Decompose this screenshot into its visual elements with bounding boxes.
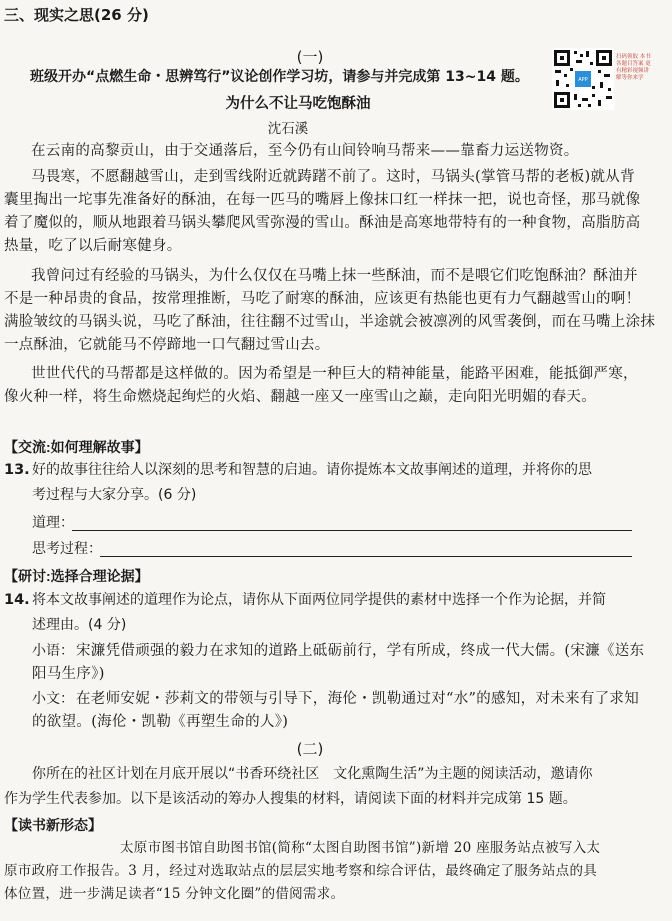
qr-code-icon	[552, 48, 614, 110]
q14-text-line-2: 述理由。(4 分)	[32, 617, 127, 633]
xiaowen-label: 小文：	[32, 691, 74, 707]
xiaoyu-label: 小语：	[32, 643, 74, 659]
part1-intro: 班级开办“点燃生命・思辨笃行”议论创作学习坊，请参与并完成第 13~14 题。	[30, 69, 529, 85]
part1-heading: (一)	[296, 48, 324, 66]
news-line-2: 原市政府工作报告。3 月，经过对选取站点的层层实地考察和综合评估，最终确定了服务站点的具	[4, 863, 598, 879]
article-paragraph-2-line-1: 马畏寒，不愿翻越雪山，走到雪线附近就踌躇不前了。这时，马锅头(掌管马帮的老板)就从背	[31, 169, 635, 185]
article-paragraph-2-line-3: 着了魔似的，顺从地跟着马锅头攀爬风雪弥漫的雪山。酥油是高寒地带特有的一种食物，高脂肪高	[4, 215, 641, 231]
part2-intro-line-2: 作为学生代表参加。以下是该活动的筹办人搜集的材料，请阅读下面的材料并完成第 15 题。	[4, 791, 577, 807]
article-author: 沈石溪	[267, 121, 309, 137]
part2-intro-line-1: 你所在的社区计划在月底开展以“书香环绕社区 文化熏陶生活”为主题的阅读活动，邀请你	[32, 766, 593, 782]
reading-tag: 【读书新形态】	[4, 817, 102, 833]
article-paragraph-2-line-2: 囊里掏出一坨事先准备好的酥油，在每一匹马的嘴唇上像抹口红一样抹一把，说也奇怪，那马就像	[4, 192, 641, 208]
article-paragraph-1: 在云南的高黎贡山，由于交通落后，至今仍有山间铃响马帮来——靠畜力运送物资。	[31, 143, 579, 159]
q14-number: 14.	[4, 592, 30, 608]
article-title: 为什么不让马吃饱酥油	[225, 96, 371, 112]
q13-number: 13.	[4, 462, 30, 478]
q13-text-line-2: 考过程与大家分享。(6 分)	[32, 487, 197, 503]
article-paragraph-3-line-1: 我曾问过有经验的马锅头，为什么仅仅在马嘴上抹一些酥油，而不是喂它们吃饱酥油？酥油并	[31, 268, 638, 284]
reason-answer-line[interactable]	[72, 514, 632, 531]
svg-text:APP: APP	[578, 77, 588, 83]
process-answer-line[interactable]	[100, 540, 632, 557]
article-paragraph-3-line-3: 满脸皱纹的马锅头说，马吃了酥油，往往翻不过雪山，半途就会被凛冽的风雪袭倒，而在马嘴上涂抹	[4, 314, 656, 330]
qr-code-image[interactable]	[552, 48, 614, 110]
qr-code-label: 扫码领取 本书各题目答案 更有精彩视频讲解等你来学	[616, 54, 651, 81]
xiaowen-text-line-1: 在老师安妮・莎莉文的带领与引导下，海伦・凯勒通过对“水”的感知，对未来有了求知	[76, 691, 640, 707]
section-title: 三、现实之思(26 分)	[4, 6, 149, 24]
article-paragraph-4-line-2: 像火种一样，将生命燃烧起绚烂的火焰、翻越一座又一座雪山之巅，走向阳光明媚的春天。	[4, 389, 596, 405]
xiaowen-text-line-2: 的欲望。(海伦・凯勒《再塑生命的人》)	[32, 714, 289, 730]
news-line-3: 体位置，进一步满足读者“15 分钟文化圈”的借阅需求。	[4, 886, 345, 902]
article-paragraph-3-line-4: 一点酥油，它就能马不停蹄地一口气翻过雪山去。	[4, 337, 330, 353]
article-paragraph-2-line-4: 热量，吃了以后耐寒健身。	[4, 238, 182, 254]
article-paragraph-3-line-2: 不是一种昂贵的食品，按常理推断，马吃了耐寒的酥油，应该更有热能也更有力气翻越雪山的啊！	[4, 291, 641, 307]
q13-text-line-1: 好的故事往往给人以深刻的思考和智慧的启迪。请你提炼本文故事阐述的道理，并将你的思	[32, 462, 592, 478]
xiaoyu-text-line-1: 宋濂凭借顽强的毅力在求知的道路上砥砺前行，学有所成，终成一代大儒。(宋濂《送东	[76, 643, 645, 659]
part2-heading: (二)	[296, 740, 324, 758]
news-line-1: 太原市图书馆自助图书馆(简称“太图自助图书馆”)新增 20 座服务站点被写入太	[120, 840, 601, 856]
process-label: 思考过程：	[32, 541, 102, 557]
discuss-tag: 【研讨:选择合理论据】	[4, 568, 149, 584]
article-paragraph-4-line-1: 世世代代的马帮都是这样做的。因为希望是一种巨大的精神能量，能路平困难，能抵御严寒，	[31, 366, 638, 382]
q14-text-line-1: 将本文故事阐述的道理作为论点，请你从下面两位同学提供的素材中选择一个作为论据，并简	[32, 592, 606, 608]
exchange-tag: 【交流:如何理解故事】	[4, 439, 149, 455]
xiaoyu-text-line-2: 阳马生序》)	[32, 666, 105, 682]
reason-label: 道理：	[32, 515, 74, 531]
